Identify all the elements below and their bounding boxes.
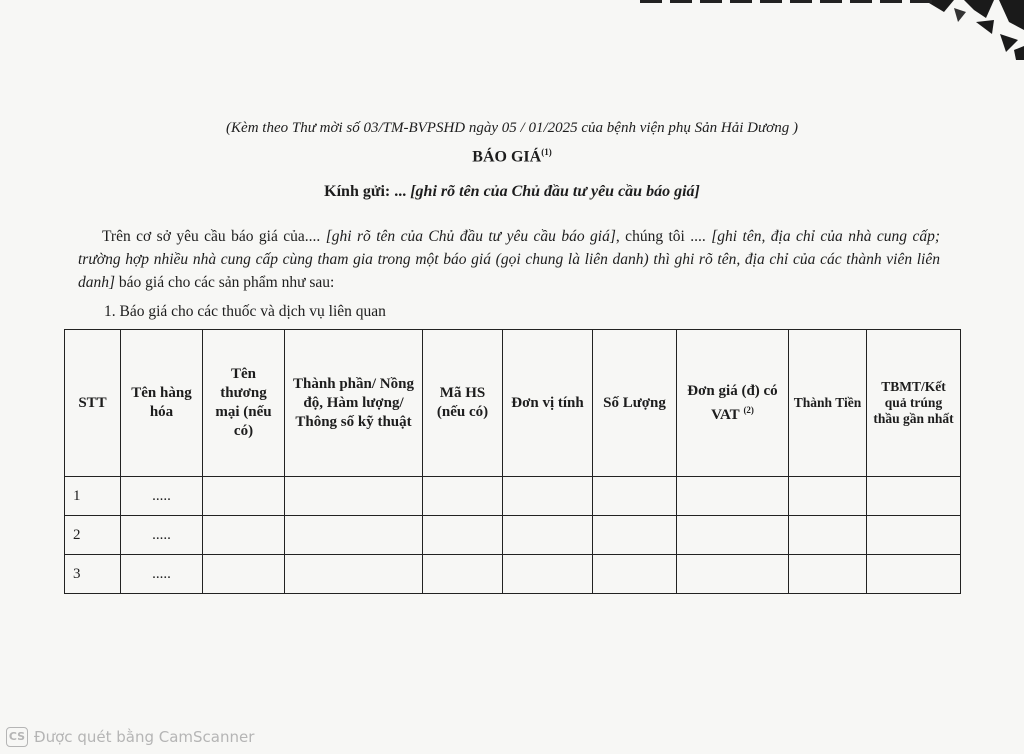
intro-paragraph <box>78 225 940 294</box>
cell <box>203 516 285 555</box>
cell <box>593 555 677 594</box>
header-composition: Thành phần/ Nồng độ, Hàm lượng/ Thông số kỹ thuật <box>285 330 423 477</box>
cell <box>203 555 285 594</box>
cell <box>423 477 503 516</box>
intro-part1: Trên cơ sở yêu cầu báo giá của.... <box>102 228 326 245</box>
cell <box>503 516 593 555</box>
scan-corner-artifact <box>914 0 1024 60</box>
header-quantity: Số Lượng <box>593 330 677 477</box>
document-subtitle: (Kèm theo Thư mời số 03/TM-BVPSHD ngày 05 / 01/2025 của bệnh viện phụ Sản Hải Dương ) <box>226 120 798 136</box>
cell <box>867 477 961 516</box>
table-row <box>65 477 961 516</box>
intro-part4: [ghi tên, địa chỉ của nhà cung cấp; trường hợp nhiều nhà cung cấp cùng tham gia trong một báo giá (gọi chung là liên danh) thì ghi rõ tên, địa chỉ của các thành viên liên danh] <box>78 228 941 291</box>
section-heading: 1. Báo giá cho các thuốc và dịch vụ liên quan <box>104 303 386 320</box>
cell <box>423 516 503 555</box>
cell <box>789 516 867 555</box>
row-stt: 1 <box>65 477 121 516</box>
cell <box>789 477 867 516</box>
intro-part3: , chúng tôi .... <box>615 228 712 245</box>
intro-part2: [ghi rõ tên của Chủ đầu tư yêu cầu báo giá] <box>325 228 616 245</box>
title-footnote-marker: (1) <box>541 147 552 157</box>
cell <box>867 555 961 594</box>
title-text: BÁO GIÁ <box>472 148 542 166</box>
quotation-table <box>64 329 961 594</box>
scan-edge-line <box>640 0 940 3</box>
row-item-name: ..... <box>121 477 203 516</box>
row-stt: 2 <box>65 516 121 555</box>
cell <box>285 516 423 555</box>
cell <box>677 477 789 516</box>
cell <box>593 477 677 516</box>
row-stt: 3 <box>65 555 121 594</box>
cell <box>503 555 593 594</box>
camscanner-watermark <box>6 727 254 747</box>
table-row <box>65 516 961 555</box>
cell <box>503 477 593 516</box>
header-total: Thành Tiền <box>789 330 867 477</box>
cell <box>285 477 423 516</box>
camscanner-logo-icon: CS <box>6 727 28 747</box>
document-title <box>0 147 1024 166</box>
row-item-name: ..... <box>121 555 203 594</box>
table-row <box>65 555 961 594</box>
addressee-placeholder: [ghi rõ tên của Chủ đầu tư yêu cầu báo giá] <box>410 183 700 200</box>
intro-part5: báo giá cho các sản phẩm như sau: <box>115 274 335 291</box>
addressee-line <box>0 183 1024 201</box>
header-hs-code: Mã HS (nếu có) <box>423 330 503 477</box>
cell <box>789 555 867 594</box>
cell <box>677 555 789 594</box>
cell <box>285 555 423 594</box>
header-unit-price <box>677 330 789 477</box>
watermark-text: Được quét bằng CamScanner <box>34 728 255 746</box>
header-unit-price-footnote: (2) <box>743 404 754 415</box>
header-tender-result: TBMT/Kết quả trúng thầu gần nhất <box>867 330 961 477</box>
header-stt: STT <box>65 330 121 477</box>
header-unit: Đơn vị tính <box>503 330 593 477</box>
cell <box>423 555 503 594</box>
cell <box>203 477 285 516</box>
cell <box>593 516 677 555</box>
cell <box>867 516 961 555</box>
table-header-row <box>65 330 961 477</box>
addressee-prefix: Kính gửi: ... <box>324 183 411 200</box>
cell <box>677 516 789 555</box>
header-trade-name: Tên thương mại (nếu có) <box>203 330 285 477</box>
header-unit-price-text: Đơn giá (đ) có VAT <box>687 382 778 423</box>
header-item-name: Tên hàng hóa <box>121 330 203 477</box>
row-item-name: ..... <box>121 516 203 555</box>
